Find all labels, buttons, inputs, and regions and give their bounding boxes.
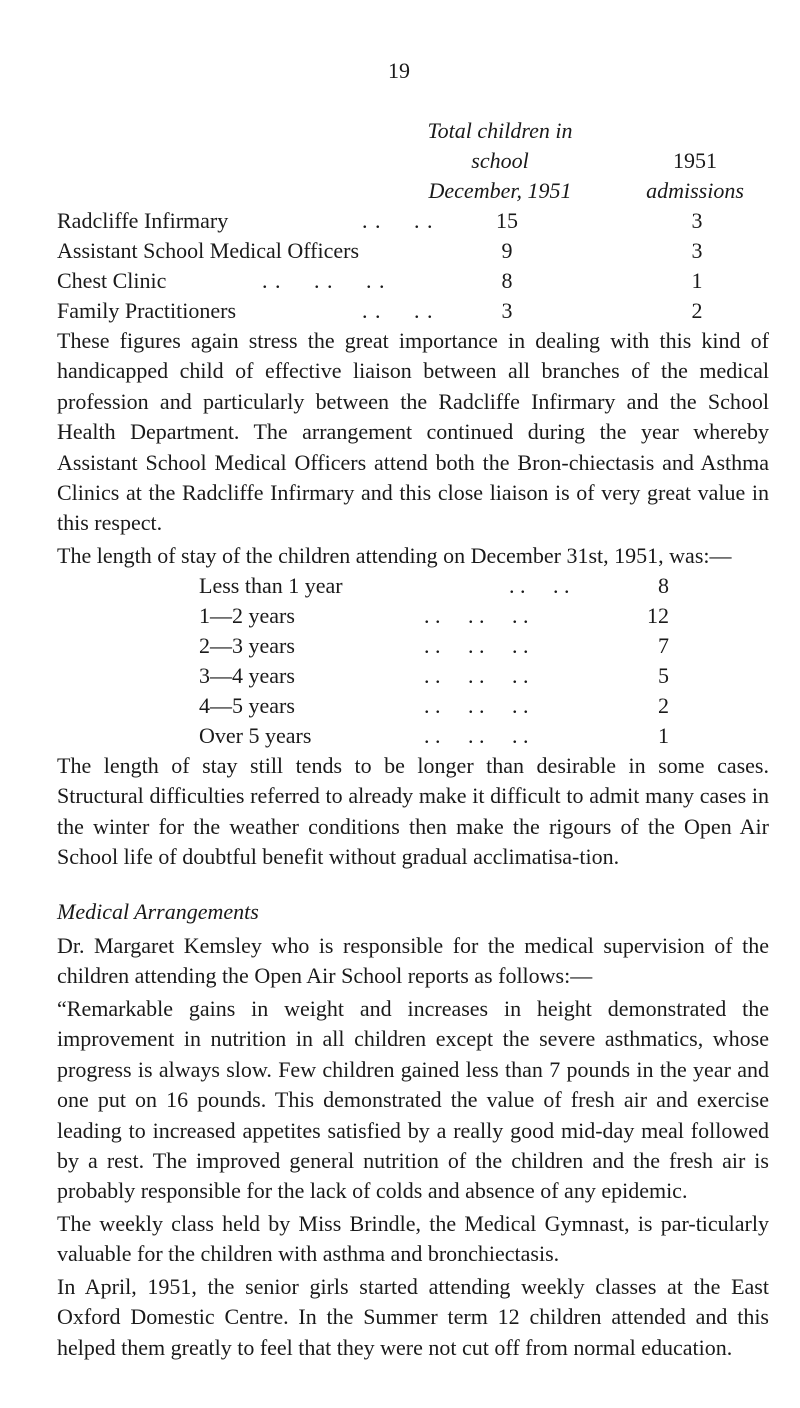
column-header-admissions <box>610 146 780 206</box>
list-item <box>199 691 669 721</box>
stay-label: 4—5 years <box>199 693 295 718</box>
row-label: Chest Clinic <box>57 268 167 293</box>
leader-dots: . . . . . . <box>424 723 529 748</box>
stay-value: 5 <box>658 663 669 688</box>
paragraph: These figures again stress the great importance in dealing with this kind of handicapped child of effective liaison between all branches of the medical profession and particularly between the Radcliffe Infirmary and the School Health Department. The arrangement continued during the year whereby Assistant School Medical Officers attend both the Bron-chiectasis and Asthma Clinics at the Radcliffe Infirmary and this close liaison is of very great value in this respect. <box>57 328 769 536</box>
list-item <box>199 601 669 631</box>
admissions-value: 2 <box>691 298 703 323</box>
admissions-value: 3 <box>691 238 703 263</box>
leader-dots: . . . . <box>509 573 570 598</box>
column-header-total-children <box>390 116 610 206</box>
leader-dots: . . . . . . <box>424 693 529 718</box>
table-row <box>57 266 777 296</box>
row-label: Radcliffe Infirmary <box>57 208 229 233</box>
paragraph: Dr. Margaret Kemsley who is responsible for the medical supervision of the children attending the Open Air School reports as follows:— <box>57 933 769 989</box>
total-value: 8 <box>501 268 513 293</box>
paragraph: The length of stay still tends to be longer than desirable in some cases. Structural difficulties referred to already make it difficult to admit many cases in the winter for the weather conditions then make the rigours of the Open Air School life of doubtful benefit without gradual acclimatisa-tion. <box>57 753 769 870</box>
page-number: 19 <box>388 58 410 83</box>
stay-label: 2—3 years <box>199 633 295 658</box>
stay-value: 8 <box>658 573 669 598</box>
stay-value: 1 <box>658 723 669 748</box>
list-item <box>199 721 669 751</box>
stay-label: 3—4 years <box>199 663 295 688</box>
header-line: admissions <box>646 178 744 203</box>
header-line: Total children in <box>427 118 573 143</box>
total-value: 3 <box>501 298 513 323</box>
header-line: December, 1951 <box>428 178 572 203</box>
leader-dots: . . . . . . <box>262 268 386 293</box>
row-label: Family Practitioners <box>57 298 237 323</box>
section-heading: Medical Arrangements <box>57 899 259 924</box>
leader-dots: . . . . . . <box>424 603 529 628</box>
table-row <box>57 236 777 266</box>
admissions-value: 3 <box>691 208 703 233</box>
total-value: 15 <box>496 208 518 233</box>
leader-dots: . . . . <box>362 208 434 233</box>
paragraph: In April, 1951, the senior girls started attending weekly classes at the East Oxford Domestic Centre. In the Summer term 12 children attended and this helped them greatly to feel that they were not cut off from normal education. <box>57 1274 769 1360</box>
leader-dots: . . . . <box>362 298 434 323</box>
paragraph: The weekly class held by Miss Brindle, the Medical Gymnast, is par-ticularly valuable for the children with asthma and bronchiectasis. <box>57 1211 769 1267</box>
stay-value: 2 <box>658 693 669 718</box>
paragraph: “Remarkable gains in weight and increases in height demonstrated the improvement in nutrition in all children except the severe asthmatics, whose progress is always slow. Few children gained less than 7 pounds in the year and one put on 16 pounds. This demonstrated the value of fresh air and exercise leading to increased appetites satisfied by a really good mid-day meal followed by a rest. The improved general nutrition of the children and the fresh air is probably responsible for the lack of colds and absence of any epidemic. <box>57 996 769 1204</box>
leader-dots: . . . . . . <box>424 633 529 658</box>
table-row <box>57 296 777 326</box>
list-item <box>199 631 669 661</box>
stay-label: 1—2 years <box>199 603 295 628</box>
leader-dots: . . . . . . <box>424 663 529 688</box>
row-label: Assistant School Medical Officers <box>57 238 360 263</box>
paragraph: The length of stay of the children attending on December 31st, 1951, was:— <box>57 543 732 568</box>
list-item <box>199 661 669 691</box>
stay-label: Over 5 years <box>199 723 312 748</box>
stay-value: 7 <box>658 633 669 658</box>
stay-value: 12 <box>647 603 669 628</box>
stay-label: Less than 1 year <box>199 573 343 598</box>
total-value: 9 <box>501 238 513 263</box>
list-item <box>199 571 669 601</box>
table-row <box>57 206 777 236</box>
header-line: school <box>471 148 529 173</box>
admissions-value: 1 <box>691 268 703 293</box>
header-line: 1951 <box>673 148 717 173</box>
